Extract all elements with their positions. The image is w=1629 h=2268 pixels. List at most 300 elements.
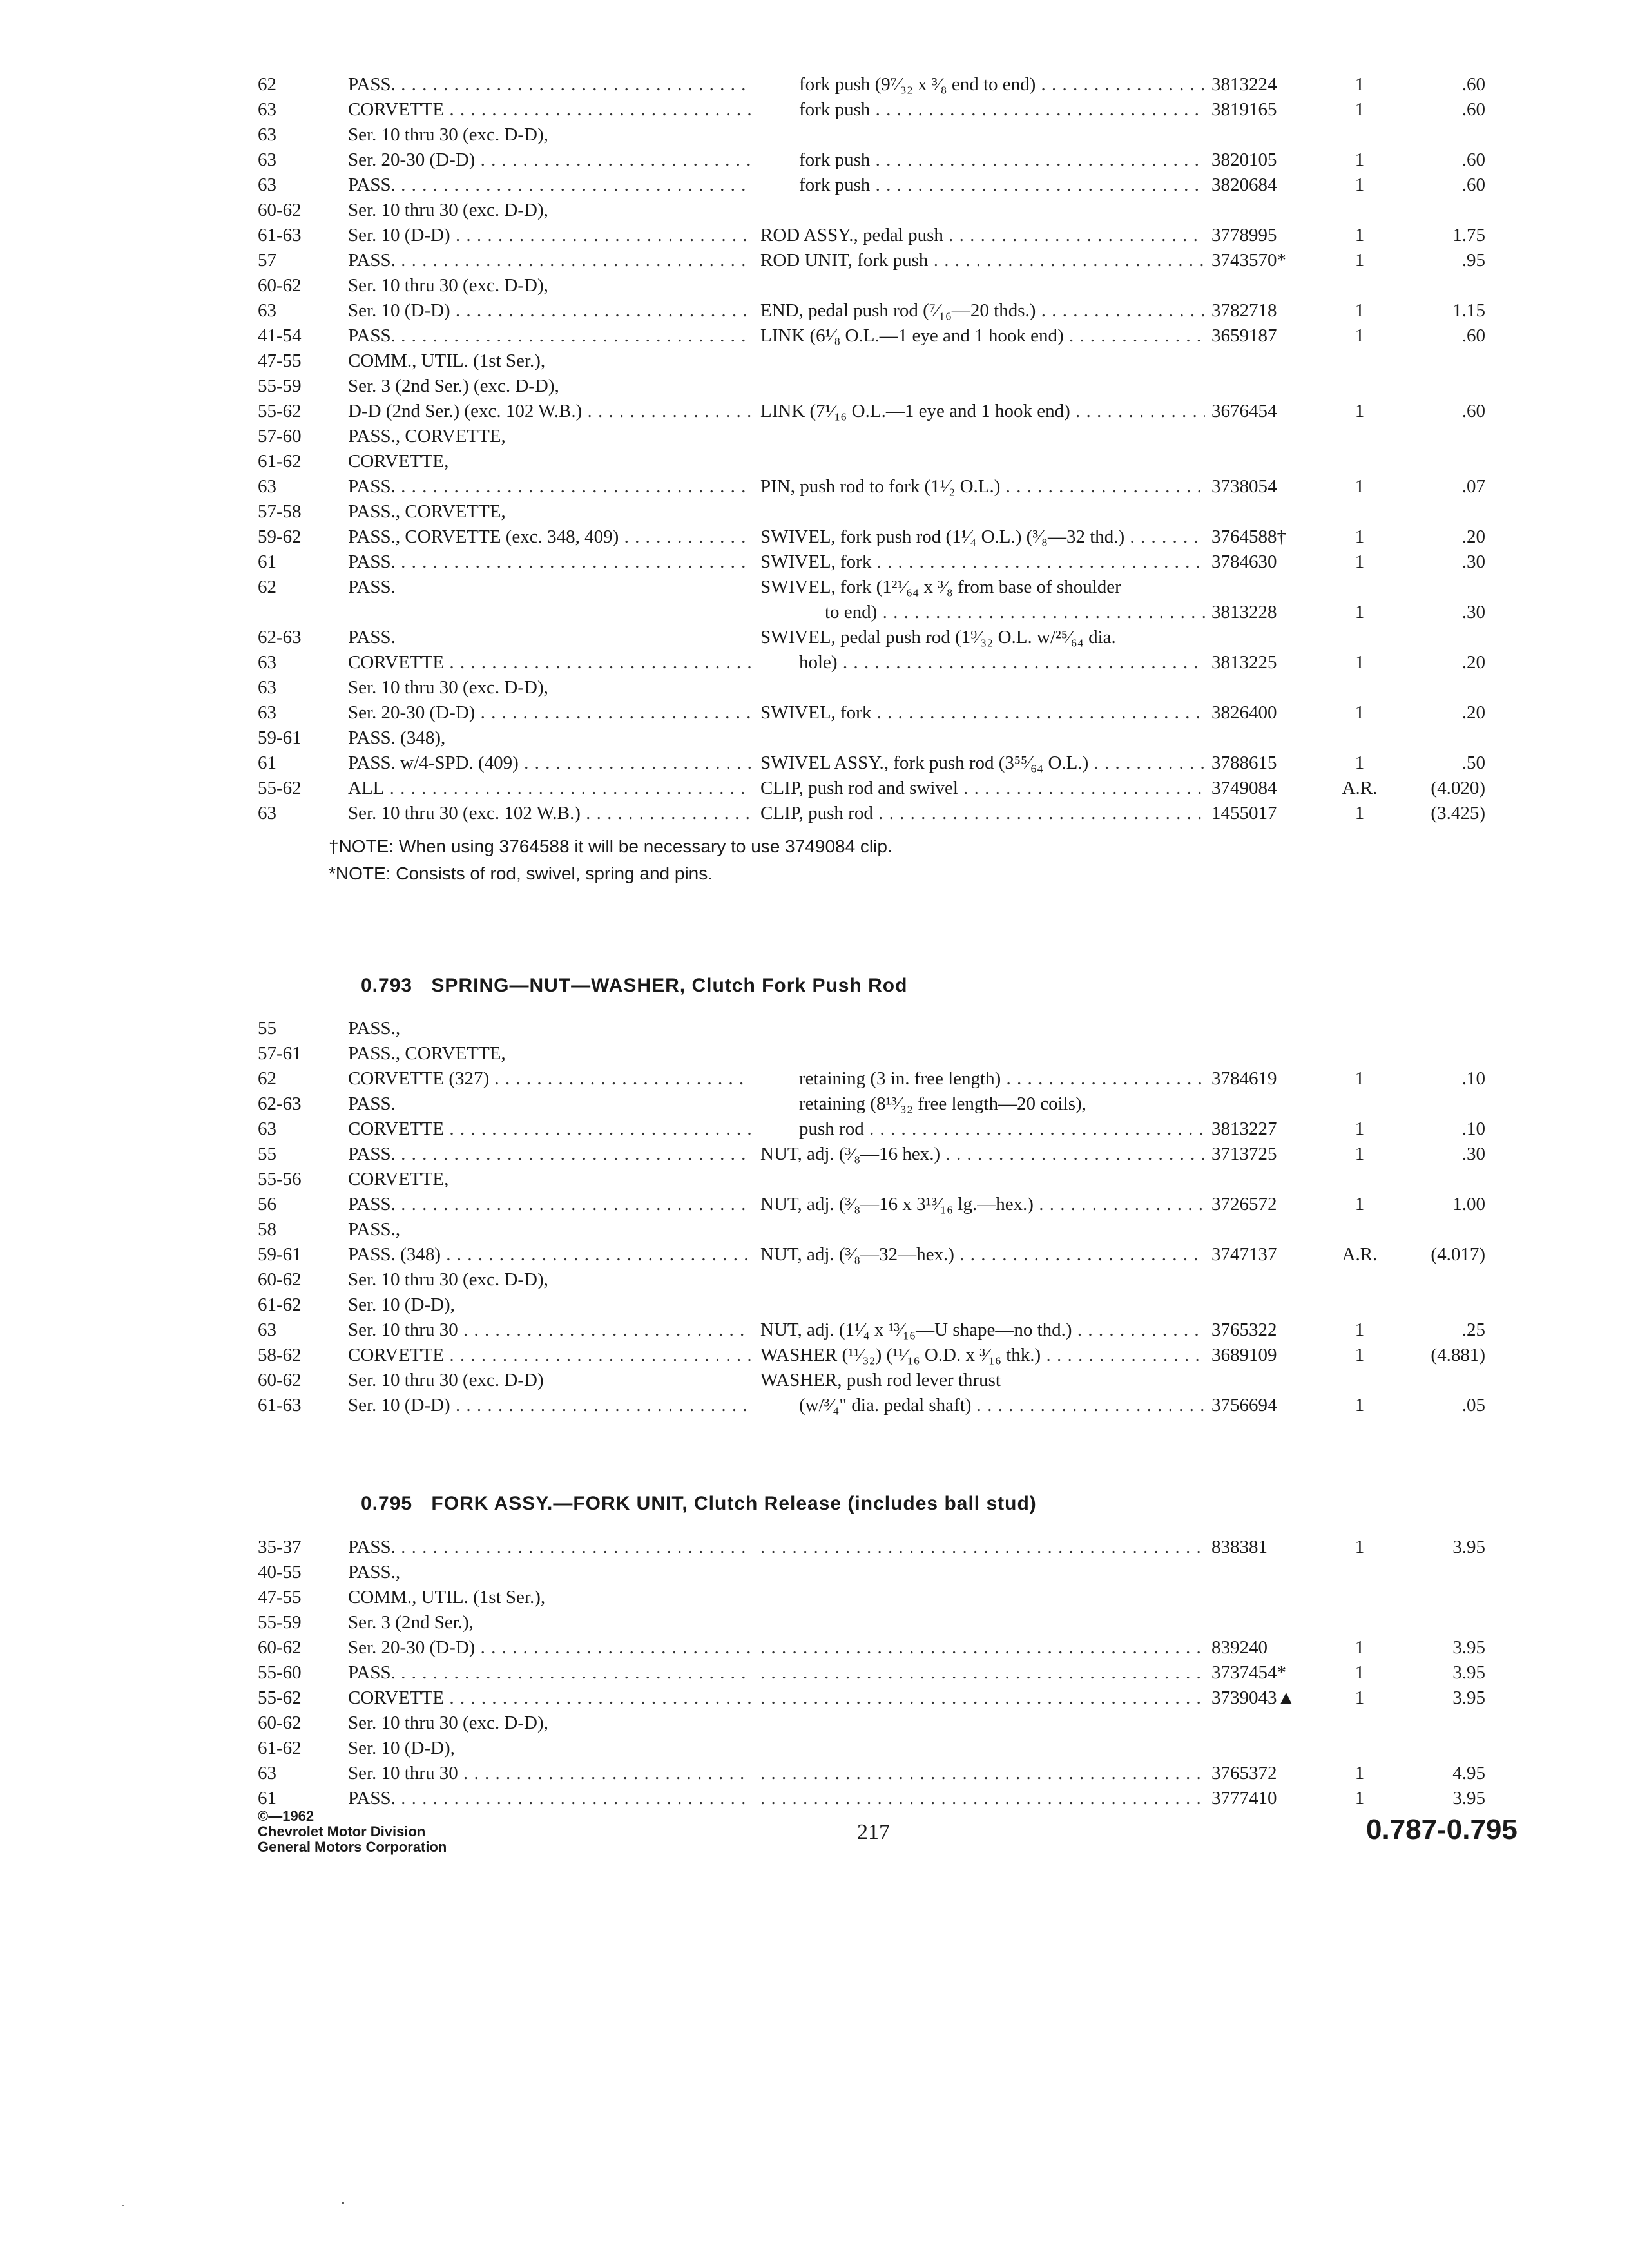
- price: .60: [1461, 175, 1485, 195]
- table-row: [258, 1535, 1485, 1560]
- quantity: 1: [1354, 803, 1365, 823]
- model-application: Ser. 10 (D-D),: [348, 1738, 455, 1758]
- part-description: [760, 1686, 1205, 1711]
- price: .25: [1461, 1320, 1485, 1340]
- price: .30: [1461, 552, 1485, 572]
- section-number: 0.793: [361, 975, 413, 996]
- quantity: 1: [1354, 99, 1365, 120]
- price: .60: [1461, 99, 1485, 120]
- model-application: PASS., CORVETTE (exc. 348, 409) . . .: [348, 524, 751, 550]
- price: 3.95: [1452, 1662, 1485, 1683]
- model-application: PASS. . . .: [348, 1142, 751, 1167]
- model-application: Ser. 10 (D-D) . . .: [348, 298, 751, 323]
- table-row: [258, 550, 1485, 575]
- quantity: 1: [1354, 225, 1365, 245]
- scan-speck: [122, 2205, 124, 2206]
- quantity: 1: [1354, 1119, 1365, 1139]
- quantity: 1: [1354, 1637, 1365, 1658]
- table-row: [258, 323, 1485, 349]
- year-range: 62: [258, 74, 276, 95]
- table-row: [258, 726, 1482, 751]
- table-row: [258, 1091, 1482, 1117]
- model-application: Ser. 3 (2nd Ser.) (exc. D-D),: [348, 376, 559, 396]
- year-range: 63: [258, 149, 276, 170]
- table-row: [258, 148, 1485, 173]
- table-row: [258, 173, 1485, 198]
- table-row: [258, 675, 1482, 700]
- section-heading-0793: [361, 975, 907, 997]
- table-row: [258, 198, 1482, 223]
- part-number: 3813228: [1211, 600, 1321, 625]
- part-number: 3738054: [1211, 474, 1321, 499]
- table-row: [258, 600, 1485, 625]
- price: (4.017): [1431, 1244, 1485, 1265]
- table-row: [258, 575, 1482, 600]
- corporation-name: General Motors Corporation: [258, 1839, 447, 1855]
- part-description: (w/³⁄₄" dia. pedal shaft) . . .: [799, 1393, 1205, 1418]
- table-row: [258, 1635, 1485, 1660]
- quantity: 1: [1354, 702, 1365, 723]
- model-application: Ser. 10 thru 30 (exc. D-D),: [348, 124, 548, 145]
- table-row: [258, 1711, 1482, 1736]
- table-row: [258, 1066, 1485, 1091]
- model-application: Ser. 10 thru 30 (exc. D-D),: [348, 275, 548, 296]
- model-application: PASS. . . .: [348, 72, 751, 97]
- part-number: 3765372: [1211, 1761, 1321, 1786]
- price: .60: [1461, 325, 1485, 346]
- part-number: 3777410: [1211, 1786, 1321, 1811]
- price: .10: [1461, 1068, 1485, 1089]
- part-description: WASHER (¹¹⁄₃₂) (¹¹⁄₁₆ O.D. x ³⁄₁₆ thk.) . . .: [760, 1343, 1205, 1368]
- year-range: 47-55: [258, 1587, 302, 1608]
- table-row: [258, 1142, 1485, 1167]
- model-application: PASS., CORVETTE,: [348, 426, 506, 447]
- part-description: to end) . . .: [825, 600, 1205, 625]
- part-number: 3659187: [1211, 323, 1321, 349]
- year-range: 55-62: [258, 778, 302, 798]
- table-row: [258, 1041, 1482, 1066]
- table-row: [258, 650, 1485, 675]
- part-description: SWIVEL, fork . . .: [760, 550, 1205, 575]
- price: .30: [1461, 602, 1485, 622]
- part-description: NUT, adj. (1¹⁄₄ x ¹³⁄₁₆—U shape—no thd.) . . .: [760, 1318, 1205, 1343]
- table-row: [258, 1736, 1482, 1761]
- model-application: PASS.: [348, 627, 396, 648]
- quantity: 1: [1354, 1194, 1365, 1215]
- part-description: [760, 1535, 1205, 1560]
- year-range: 58-62: [258, 1345, 302, 1365]
- quantity: 1: [1354, 325, 1365, 346]
- year-range: 61-62: [258, 451, 302, 472]
- part-number: 3737454*: [1211, 1660, 1321, 1686]
- table-row: [258, 700, 1485, 726]
- quantity: A.R.: [1342, 778, 1378, 798]
- table-row: [258, 524, 1485, 550]
- model-application: CORVETTE (327) . . .: [348, 1066, 751, 1091]
- table-row: [258, 801, 1485, 826]
- part-number: 3765322: [1211, 1318, 1321, 1343]
- part-description: CLIP, push rod and swivel . . .: [760, 776, 1205, 801]
- year-range: 61: [258, 753, 276, 773]
- part-number: 3689109: [1211, 1343, 1321, 1368]
- part-number: 3784619: [1211, 1066, 1321, 1091]
- year-range: 59-61: [258, 1244, 302, 1265]
- price: .10: [1461, 1119, 1485, 1139]
- part-number: 3713725: [1211, 1142, 1321, 1167]
- table-row: [258, 1610, 1482, 1635]
- parts-table-0793: [258, 1016, 1485, 1418]
- table-row: [258, 273, 1482, 298]
- copyright: ©—1962: [258, 1808, 314, 1824]
- year-range: 63: [258, 300, 276, 321]
- part-number: 3676454: [1211, 399, 1321, 424]
- table-row: [258, 97, 1485, 122]
- table-row: [258, 1242, 1485, 1267]
- price: .07: [1461, 476, 1485, 497]
- part-description: retaining (8¹³⁄₃₂ free length—20 coils),: [799, 1093, 1086, 1114]
- table-row: [258, 1585, 1482, 1610]
- part-number: 3813227: [1211, 1117, 1321, 1142]
- price: .95: [1461, 250, 1485, 271]
- year-range: 47-55: [258, 351, 302, 371]
- part-description: SWIVEL, fork (1²¹⁄₆₄ x ³⁄₈ from base of shoulder: [760, 577, 1121, 597]
- year-range: 56: [258, 1194, 276, 1215]
- quantity: 1: [1354, 1763, 1365, 1783]
- part-number: 3819165: [1211, 97, 1321, 122]
- price: .60: [1461, 401, 1485, 421]
- year-range: 62-63: [258, 1093, 302, 1114]
- table-row: [258, 424, 1482, 449]
- model-application: ALL . . .: [348, 776, 751, 801]
- parts-table-0787: [258, 72, 1485, 826]
- table-row: [258, 72, 1485, 97]
- table-row: [258, 474, 1485, 499]
- table-row: [258, 499, 1482, 524]
- table-row: [258, 1217, 1482, 1242]
- part-description: [760, 1660, 1205, 1686]
- year-range: 63: [258, 803, 276, 823]
- model-application: PASS. . . .: [348, 173, 751, 198]
- year-range: 62-63: [258, 627, 302, 648]
- division-name: Chevrolet Motor Division: [258, 1823, 426, 1840]
- part-number: 3756694: [1211, 1393, 1321, 1418]
- quantity: 1: [1354, 1537, 1365, 1557]
- model-application: Ser. 3 (2nd Ser.),: [348, 1612, 474, 1633]
- year-range: 61: [258, 1788, 276, 1809]
- quantity: 1: [1354, 1687, 1365, 1708]
- part-description: SWIVEL, fork push rod (1¹⁄₄ O.L.) (³⁄₈—32 thd.) . . .: [760, 524, 1205, 550]
- part-number: 1455017: [1211, 801, 1321, 826]
- model-application: Ser. 10 thru 30 (exc. D-D),: [348, 1269, 548, 1290]
- quantity: A.R.: [1342, 1244, 1378, 1265]
- parts-table-0795: [258, 1535, 1485, 1811]
- price: 3.95: [1452, 1788, 1485, 1809]
- quantity: 1: [1354, 149, 1365, 170]
- price: (4.020): [1431, 778, 1485, 798]
- part-description: fork push (9⁷⁄₃₂ x ³⁄₈ end to end) . . .: [799, 72, 1205, 97]
- page-number: 217: [857, 1820, 890, 1844]
- part-number: 3813225: [1211, 650, 1321, 675]
- quantity: 1: [1354, 1662, 1365, 1683]
- table-row: [258, 1560, 1482, 1585]
- table-row: [258, 1786, 1485, 1811]
- year-range: 62: [258, 1068, 276, 1089]
- year-range: 60-62: [258, 1269, 302, 1290]
- model-application: COMM., UTIL. (1st Ser.),: [348, 351, 546, 371]
- model-application: Ser. 10 thru 30 (exc. D-D),: [348, 1713, 548, 1733]
- part-description: SWIVEL, fork . . .: [760, 700, 1205, 726]
- note-asterisk: *NOTE: Consists of rod, swivel, spring and pins.: [329, 863, 713, 883]
- quantity: 1: [1354, 602, 1365, 622]
- quantity: 1: [1354, 1320, 1365, 1340]
- year-range: 63: [258, 124, 276, 145]
- quantity: 1: [1354, 1144, 1365, 1164]
- year-range: 63: [258, 652, 276, 673]
- part-number: 3784630: [1211, 550, 1321, 575]
- year-range: 60-62: [258, 1370, 302, 1390]
- year-range: 61-63: [258, 225, 302, 245]
- model-application: CORVETTE . . .: [348, 650, 751, 675]
- part-number: 3743570*: [1211, 248, 1321, 273]
- table-row: [258, 349, 1482, 374]
- year-range: 61: [258, 552, 276, 572]
- model-application: PASS. . . .: [348, 474, 751, 499]
- model-application: PASS. . . .: [348, 248, 751, 273]
- table-row: [258, 751, 1485, 776]
- model-application: PASS. . . .: [348, 550, 751, 575]
- part-description: LINK (6¹⁄₈ O.L.—1 eye and 1 hook end) . . .: [760, 323, 1205, 349]
- part-number: 3782718: [1211, 298, 1321, 323]
- model-application: Ser. 20-30 (D-D) . . .: [348, 1635, 751, 1660]
- publisher-block: [258, 1809, 447, 1855]
- quantity: 1: [1354, 1788, 1365, 1809]
- table-row: [258, 1318, 1485, 1343]
- quantity: 1: [1354, 476, 1365, 497]
- table-row: [258, 399, 1485, 424]
- year-range: 55-62: [258, 1687, 302, 1708]
- table-row: [258, 374, 1482, 399]
- price: .50: [1461, 753, 1485, 773]
- year-range: 41-54: [258, 325, 302, 346]
- year-range: 55-59: [258, 376, 302, 396]
- price: 1.00: [1452, 1194, 1485, 1215]
- scan-speck: [342, 2202, 344, 2204]
- table-row: [258, 298, 1485, 323]
- part-description: fork push . . .: [799, 173, 1205, 198]
- model-application: CORVETTE . . .: [348, 1117, 751, 1142]
- price: 3.95: [1452, 1687, 1485, 1708]
- year-range: 63: [258, 1320, 276, 1340]
- section-range: 0.787-0.795: [1366, 1814, 1518, 1845]
- table-row: [258, 1686, 1485, 1711]
- year-range: 63: [258, 677, 276, 698]
- price: 3.95: [1452, 1537, 1485, 1557]
- model-application: CORVETTE . . .: [348, 1343, 751, 1368]
- part-description: fork push . . .: [799, 148, 1205, 173]
- model-application: Ser. 10 (D-D) . . .: [348, 223, 751, 248]
- table-row: [258, 625, 1482, 650]
- price: .30: [1461, 1144, 1485, 1164]
- table-row: [258, 223, 1485, 248]
- section-number: 0.795: [361, 1493, 413, 1514]
- table-row: [258, 1393, 1485, 1418]
- quantity: 1: [1354, 552, 1365, 572]
- model-application: Ser. 10 (D-D) . . .: [348, 1393, 751, 1418]
- quantity: 1: [1354, 652, 1365, 673]
- quantity: 1: [1354, 175, 1365, 195]
- year-range: 61-62: [258, 1294, 302, 1315]
- price: 1.15: [1452, 300, 1485, 321]
- year-range: 61-62: [258, 1738, 302, 1758]
- year-range: 35-37: [258, 1537, 302, 1557]
- year-range: 55-62: [258, 401, 302, 421]
- model-application: PASS. (348) . . .: [348, 1242, 751, 1267]
- year-range: 57-61: [258, 1043, 302, 1064]
- note-dagger: †NOTE: When using 3764588 it will be necessary to use 3749084 clip.: [329, 836, 892, 856]
- table-row: [258, 449, 1482, 474]
- part-number: 3764588†: [1211, 524, 1321, 550]
- table-row: [258, 1761, 1485, 1786]
- model-application: Ser. 10 (D-D),: [348, 1294, 455, 1315]
- table-row: [258, 248, 1485, 273]
- part-number: 3726572: [1211, 1192, 1321, 1217]
- part-description: LINK (7¹⁄₁₆ O.L.—1 eye and 1 hook end) . . .: [760, 399, 1205, 424]
- part-number: 3749084: [1211, 776, 1321, 801]
- table-row: [258, 1267, 1482, 1293]
- part-number: 3747137: [1211, 1242, 1321, 1267]
- part-number: 838381: [1211, 1535, 1321, 1560]
- part-description: NUT, adj. (³⁄₈—32—hex.) . . .: [760, 1242, 1205, 1267]
- quantity: 1: [1354, 401, 1365, 421]
- year-range: 57: [258, 250, 276, 271]
- model-application: PASS. . . .: [348, 1786, 751, 1811]
- quantity: 1: [1354, 1068, 1365, 1089]
- model-application: Ser. 10 thru 30 (exc. D-D),: [348, 677, 548, 698]
- part-description: SWIVEL, pedal push rod (1⁹⁄₃₂ O.L. w/²⁵⁄₆₄ dia.: [760, 627, 1116, 648]
- quantity: 1: [1354, 74, 1365, 95]
- year-range: 61-63: [258, 1395, 302, 1416]
- part-description: ROD ASSY., pedal push . . .: [760, 223, 1205, 248]
- part-description: fork push . . .: [799, 97, 1205, 122]
- model-application: PASS. . . .: [348, 1660, 751, 1686]
- quantity: 1: [1354, 250, 1365, 271]
- part-description: hole) . . .: [799, 650, 1205, 675]
- price: 4.95: [1452, 1763, 1485, 1783]
- table-row: [258, 1016, 1482, 1041]
- quantity: 1: [1354, 526, 1365, 547]
- quantity: 1: [1354, 753, 1365, 773]
- quantity: 1: [1354, 1345, 1365, 1365]
- price: (3.425): [1431, 803, 1485, 823]
- model-application: PASS.: [348, 577, 396, 597]
- model-application: PASS., CORVETTE,: [348, 1043, 506, 1064]
- model-application: PASS. w/4-SPD. (409) . . .: [348, 751, 751, 776]
- table-row: [258, 1117, 1485, 1142]
- model-application: PASS., CORVETTE,: [348, 501, 506, 522]
- section-heading-0795: [361, 1493, 1037, 1515]
- part-number: 3820684: [1211, 173, 1321, 198]
- year-range: 60-62: [258, 1637, 302, 1658]
- year-range: 63: [258, 175, 276, 195]
- model-application: PASS. . . .: [348, 1535, 751, 1560]
- model-application: CORVETTE . . .: [348, 97, 751, 122]
- price: .20: [1461, 526, 1485, 547]
- model-application: Ser. 10 thru 30 (exc. D-D): [348, 1370, 544, 1390]
- year-range: 60-62: [258, 1713, 302, 1733]
- section-title: SPRING—NUT—WASHER, Clutch Fork Push Rod: [431, 975, 908, 996]
- year-range: 55: [258, 1144, 276, 1164]
- table-row: [258, 1343, 1485, 1368]
- model-application: PASS.,: [348, 1018, 401, 1039]
- year-range: 55-60: [258, 1662, 302, 1683]
- part-description: NUT, adj. (³⁄₈—16 x 3¹³⁄₁₆ lg.—hex.) . . .: [760, 1192, 1205, 1217]
- part-number: 3778995: [1211, 223, 1321, 248]
- year-range: 63: [258, 476, 276, 497]
- part-description: [760, 1635, 1205, 1660]
- year-range: 63: [258, 1763, 276, 1783]
- table-row: [258, 1368, 1482, 1393]
- part-description: CLIP, push rod . . .: [760, 801, 1205, 826]
- model-application: Ser. 10 thru 30 . . .: [348, 1761, 751, 1786]
- part-number: 839240: [1211, 1635, 1321, 1660]
- part-number: 3788615: [1211, 751, 1321, 776]
- year-range: 55-59: [258, 1612, 302, 1633]
- year-range: 57-58: [258, 501, 302, 522]
- quantity: 1: [1354, 300, 1365, 321]
- part-description: NUT, adj. (³⁄₈—16 hex.) . . .: [760, 1142, 1205, 1167]
- model-application: D-D (2nd Ser.) (exc. 102 W.B.) . . .: [348, 399, 751, 424]
- price: .20: [1461, 652, 1485, 673]
- part-description: [760, 1786, 1205, 1811]
- year-range: 62: [258, 577, 276, 597]
- model-application: PASS.: [348, 1093, 396, 1114]
- price: .60: [1461, 74, 1485, 95]
- part-description: [760, 1761, 1205, 1786]
- model-application: CORVETTE,: [348, 1169, 449, 1189]
- table-row: [258, 122, 1482, 148]
- model-application: PASS. . . .: [348, 323, 751, 349]
- part-description: push rod . . .: [799, 1117, 1205, 1142]
- year-range: 55: [258, 1018, 276, 1039]
- year-range: 59-61: [258, 727, 302, 748]
- model-application: COMM., UTIL. (1st Ser.),: [348, 1587, 546, 1608]
- part-description: ROD UNIT, fork push . . .: [760, 248, 1205, 273]
- model-application: PASS. (348),: [348, 727, 446, 748]
- part-description: WASHER, push rod lever thrust: [760, 1370, 1001, 1390]
- table-row: [258, 1192, 1485, 1217]
- section-title: FORK ASSY.—FORK UNIT, Clutch Release (includes ball stud): [431, 1493, 1037, 1514]
- model-application: Ser. 10 thru 30 (exc. D-D),: [348, 200, 548, 220]
- model-application: Ser. 10 thru 30 . . .: [348, 1318, 751, 1343]
- table-row: [258, 776, 1485, 801]
- model-application: Ser. 20-30 (D-D) . . .: [348, 700, 751, 726]
- part-number: 3813224: [1211, 72, 1321, 97]
- price: (4.881): [1431, 1345, 1485, 1365]
- part-number: 3826400: [1211, 700, 1321, 726]
- part-description: retaining (3 in. free length) . . .: [799, 1066, 1205, 1091]
- table-row: [258, 1167, 1482, 1192]
- part-number: 3820105: [1211, 148, 1321, 173]
- part-description: SWIVEL ASSY., fork push rod (3⁵⁵⁄₆₄ O.L.) . . .: [760, 751, 1205, 776]
- model-application: CORVETTE . . .: [348, 1686, 751, 1711]
- table-row: [258, 1660, 1485, 1686]
- price: 3.95: [1452, 1637, 1485, 1658]
- year-range: 63: [258, 99, 276, 120]
- year-range: 40-55: [258, 1562, 302, 1582]
- part-description: PIN, push rod to fork (1¹⁄₂ O.L.) . . .: [760, 474, 1205, 499]
- table-row: [258, 1293, 1482, 1318]
- price: .60: [1461, 149, 1485, 170]
